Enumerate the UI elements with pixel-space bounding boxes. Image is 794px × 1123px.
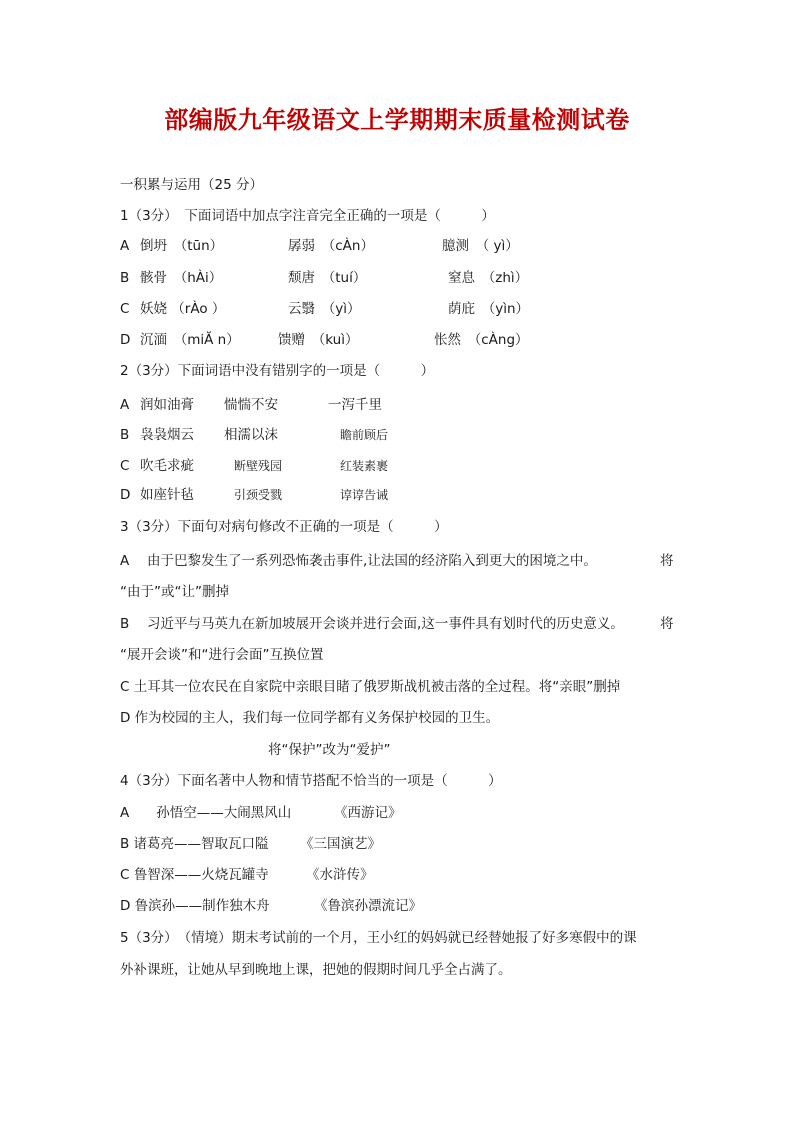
option-item: 断壁残园 (234, 459, 283, 473)
option-book: 《三国演艺》 (300, 836, 381, 852)
option-letter: D (120, 332, 131, 348)
option-label: B 诸葛亮——智取瓦口隘 (120, 836, 269, 852)
option-letter: B (120, 270, 130, 286)
question-4-stem: 4（3分）下面名著中人物和情节搭配不恰当的一项是（ ） (120, 773, 502, 789)
question-3-stem: 3（3分）下面句对病句修改不正确的一项是（ ） (120, 519, 448, 535)
option-item: 怅然 （cÀng） (434, 332, 529, 348)
option-item: 颓唐 （tuí） (288, 270, 367, 286)
option-item: 荫庇 （yìn） (448, 301, 530, 317)
question-5-line-2: 外补课班，让她从早到晚地上课，把她的假期时间几乎全占满了。 (120, 962, 512, 978)
option-book: 《西游记》 (334, 805, 402, 821)
question-3-option-b-fix: “展开会谈”和“进行会面”互换位置 (120, 647, 324, 663)
option-book: 《鲁滨孙漂流记》 (314, 898, 422, 914)
option-item: 馈赠 （kuì） (278, 332, 359, 348)
option-item: 润如油膏 (140, 397, 194, 413)
option-letter: A (120, 397, 130, 413)
option-item: 骸骨 （hÀi） (140, 270, 223, 286)
option-letter: C (120, 458, 130, 474)
option-item: 沉湎 （miĂ n） (140, 332, 240, 348)
option-label: D 鲁滨孙——制作独木舟 (120, 898, 270, 914)
option-item: 袅袅烟云 (140, 427, 194, 443)
option-item: 云翳 （yì） (288, 301, 361, 317)
question-3-option-b: B 习近平与马英九在新加坡展开会谈并进行会面,这一事件具有划时代的历史意义。 (120, 616, 624, 632)
option-label: C 鲁智深——火烧瓦罐寺 (120, 867, 269, 883)
question-3-option-c: C 土耳其一位农民在自家院中亲眼目睹了俄罗斯战机被击落的全过程。将“亲眼”删掉 (120, 679, 621, 695)
option-item: 倒坍 （tūn） (140, 238, 224, 254)
option-item: 臆测 （ yì） (442, 238, 519, 254)
option-item: 相濡以沫 (224, 427, 278, 443)
page-title: 部编版九年级语文上学期期末质量检测试卷 (164, 106, 630, 134)
question-3-option-d-fix: 将“保护”改为“爱护” (268, 742, 391, 758)
section-heading: 一积累与运用（25 分） (120, 177, 263, 193)
question-1-stem: 1（3分） 下面词语中加点字注音完全正确的一项是（ ） (120, 208, 495, 224)
question-3-option-d: D 作为校园的主人，我们每一位同学都有义务保护校园的卫生。 (120, 710, 500, 726)
option-label: A 孙悟空——大闹黑风山 (120, 805, 292, 821)
question-3-option-a: A 由于巴黎发生了一系列恐怖袭击事件,让法国的经济陷入到更大的困境之中。 (120, 553, 597, 569)
option-item: 窒息 （zhì） (448, 270, 529, 286)
question-3-option-a-fix: “由于”或“让”删掉 (120, 584, 229, 600)
option-item: 引颈受戮 (234, 488, 283, 502)
question-3-option-a-tail: 将 (660, 553, 674, 569)
option-item: 一泻千里 (328, 397, 382, 413)
option-letter: D (120, 487, 131, 503)
option-item: 红装素裹 (340, 459, 389, 473)
option-item: 吹毛求疵 (140, 458, 194, 474)
option-item: 惴惴不安 (224, 397, 278, 413)
option-letter: C (120, 301, 130, 317)
question-5-line-1: 5（3分） （情境）期末考试前的一个月，王小红的妈妈就已经替她报了好多寒假中的课 (120, 930, 637, 946)
question-2-stem: 2（3分）下面词语中没有错别字的一项是（ ） (120, 363, 435, 379)
option-item: 瞻前顾后 (340, 428, 389, 442)
option-item: 如座针毡 (140, 487, 194, 503)
question-3-option-b-tail: 将 (660, 616, 674, 632)
option-letter: B (120, 427, 130, 443)
option-item: 孱弱 （cÀn） (288, 238, 374, 254)
option-book: 《水浒传》 (306, 867, 374, 883)
option-letter: A (120, 238, 130, 254)
option-item: 谆谆告诫 (340, 488, 389, 502)
option-item: 妖娆 （rÀo ） (140, 301, 226, 317)
